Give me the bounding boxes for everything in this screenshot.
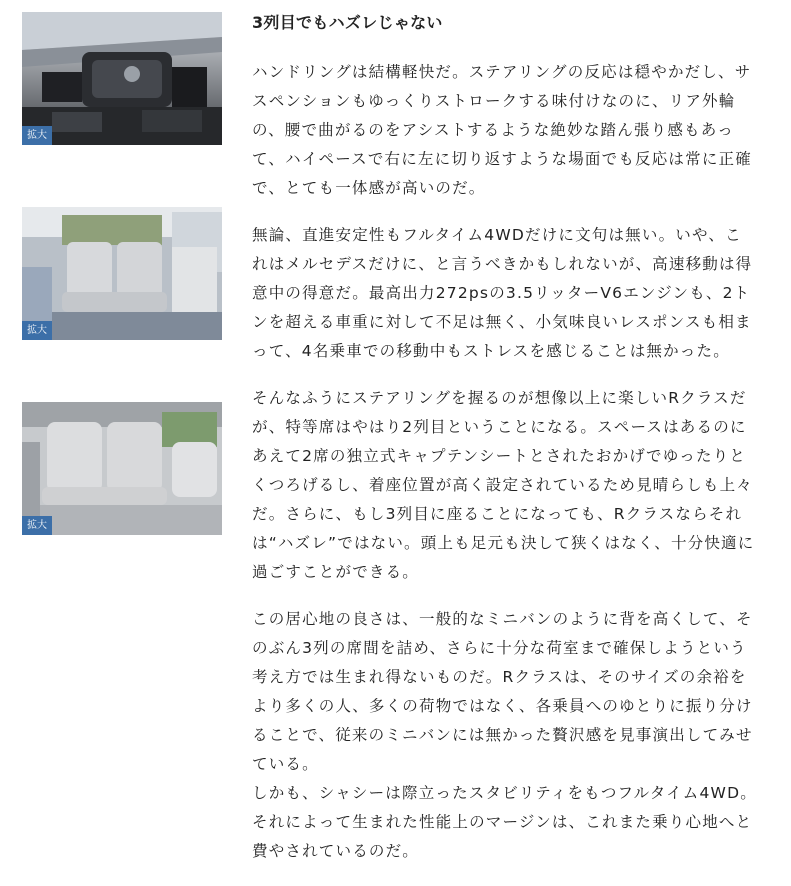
rear-seats-image [22, 207, 222, 340]
rear-seats-thumbnail[interactable] [22, 207, 222, 340]
enlarge-badge[interactable]: 拡大 [22, 126, 52, 145]
third-row-thumbnail[interactable] [22, 402, 222, 535]
engine-bay-image [22, 12, 222, 145]
article-paragraph: ハンドリングは結構軽快だ。ステアリングの反応は穏やかだし、サスペンションもゆっくりストロークする味付けなのに、リア外輪の、腰で曲がるのをアシストするような絶妙な踏ん張り感もあって、ハイペースで右に左に切り返すような場面でも反応は常に正確で、とても一体感が高いのだ。 [252, 63, 752, 197]
third-row-image [22, 402, 222, 535]
enlarge-badge[interactable]: 拡大 [22, 516, 52, 535]
article-body [252, 10, 758, 884]
article-paragraph: しかも、シャシーは際立ったスタビリティをもつフルタイム4WD。それによって生まれた性能上のマージンは、これまた乗り心地へと費やされているのだ。 [252, 784, 757, 860]
article-heading: 3列目でもハズレじゃない [252, 13, 443, 32]
engine-bay-thumbnail[interactable] [22, 12, 222, 145]
enlarge-badge[interactable]: 拡大 [22, 321, 52, 340]
article-paragraph: 無論、直進安定性もフルタイム4WDだけに文句は無い。いや、これはメルセデスだけに、と言うべきかもしれないが、高速移動は得意中の得意だ。最高出力272psの3.5リッターV6エンジンも、2トンを超える車重に対して不足は無く、小気味良いレスポンスも相まって、4名乗車での移動中もストレスを感じることは無かった。 [252, 226, 753, 360]
article-paragraph: そんなふうにステアリングを握るのが想像以上に楽しいRクラスだが、特等席はやはり2列目ということになる。スペースはあるのにあえて2席の独立式キャプテンシートとされたおかげでゆったりとくつろげるし、着座位置が高く設定されているため見晴らしも上々だ。さらに、もし3列目に座ることになっても、Rクラスならそれは“ハズレ”ではない。頭上も足元も決して狭くはなく、十分快適に過ごすことができる。 [252, 389, 755, 581]
article-paragraph: この居心地の良さは、一般的なミニバンのように背を高くして、そのぶん3列の席間を詰め、さらに十分な荷室まで確保しようという考え方では生まれ得ないものだ。Rクラスは、そのサイズの余裕をより多くの人、多くの荷物ではなく、各乗員へのゆとりに振り分けることで、従来のミニバンには無かった贅沢感を見事演出してみせている。 [252, 610, 753, 773]
